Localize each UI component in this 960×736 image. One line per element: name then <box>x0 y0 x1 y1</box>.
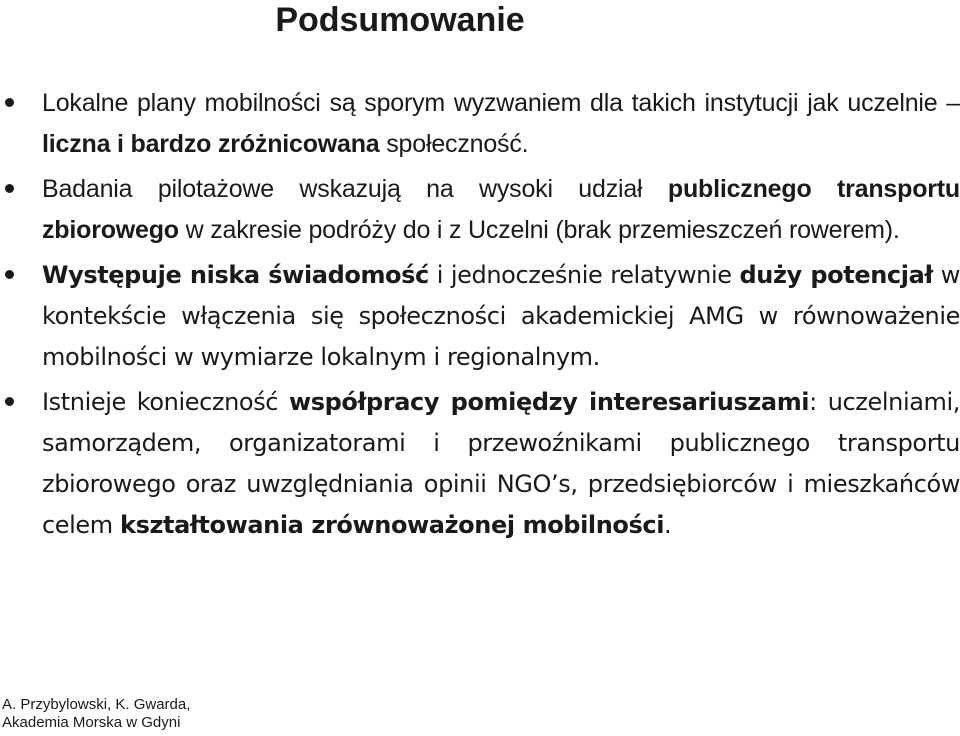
slide-title: Podsumowanie <box>275 1 525 39</box>
bullet-item-4 <box>42 382 960 546</box>
bold-segment: współpracy pomiędzy interesariuszami <box>288 388 810 416</box>
bullet-text <box>42 261 960 371</box>
bold-segment: kształtowania zrównoważonej mobilności <box>120 511 665 539</box>
text-segment: w kontekście włączenia się społeczności akademickiej AMG w równoważenie mobilności w wymiarze lokalnym i regionalnym. <box>42 261 960 371</box>
slide-footer <box>2 696 190 732</box>
bullet-text <box>42 175 960 244</box>
footer-authors: A. Przybylowski, K. Gwarda, <box>2 696 191 713</box>
text-segment: . <box>664 511 672 539</box>
text-segment: i jednocześnie relatywnie <box>428 261 740 289</box>
bullet-text <box>42 89 960 158</box>
bold-segment: duży potencjał <box>739 261 933 289</box>
text-segment: Istnieje konieczność <box>42 388 289 416</box>
text-segment: społeczność. <box>379 130 529 158</box>
text-segment: Badania pilotażowe wskazują na wysoki udział <box>42 175 668 203</box>
bullet-dot-icon <box>5 98 14 107</box>
bullet-item-3 <box>42 255 960 378</box>
bullet-text <box>42 388 960 539</box>
bullet-dot-icon <box>5 270 14 279</box>
bullet-item-2 <box>42 169 960 251</box>
bold-segment: liczna i bardzo zróżnicowana <box>42 130 380 158</box>
bullet-list <box>42 83 960 550</box>
text-segment: Lokalne plany mobilności są sporym wyzwaniem dla takich instytucji jak uczelnie – <box>42 89 960 117</box>
bold-segment: publicznego transportu zbiorowego <box>42 175 960 244</box>
bold-segment: Występuje niska świadomość <box>42 261 429 289</box>
bullet-item-1 <box>42 83 960 165</box>
text-segment: w zakresie podróży do i z Uczelni (brak przemieszczeń rowerem). <box>178 216 900 244</box>
text-segment: : uczelniami, samorządem, organizatorami i przewoźnikami publicznego transportu zbiorowego oraz uwzględniania opinii NGO’s, przedsiębiorców i mieszkańców celem <box>42 388 960 539</box>
footer-institution: Akademia Morska w Gdyni <box>2 714 181 731</box>
bullet-dot-icon <box>5 184 14 193</box>
bullet-dot-icon <box>5 397 14 406</box>
